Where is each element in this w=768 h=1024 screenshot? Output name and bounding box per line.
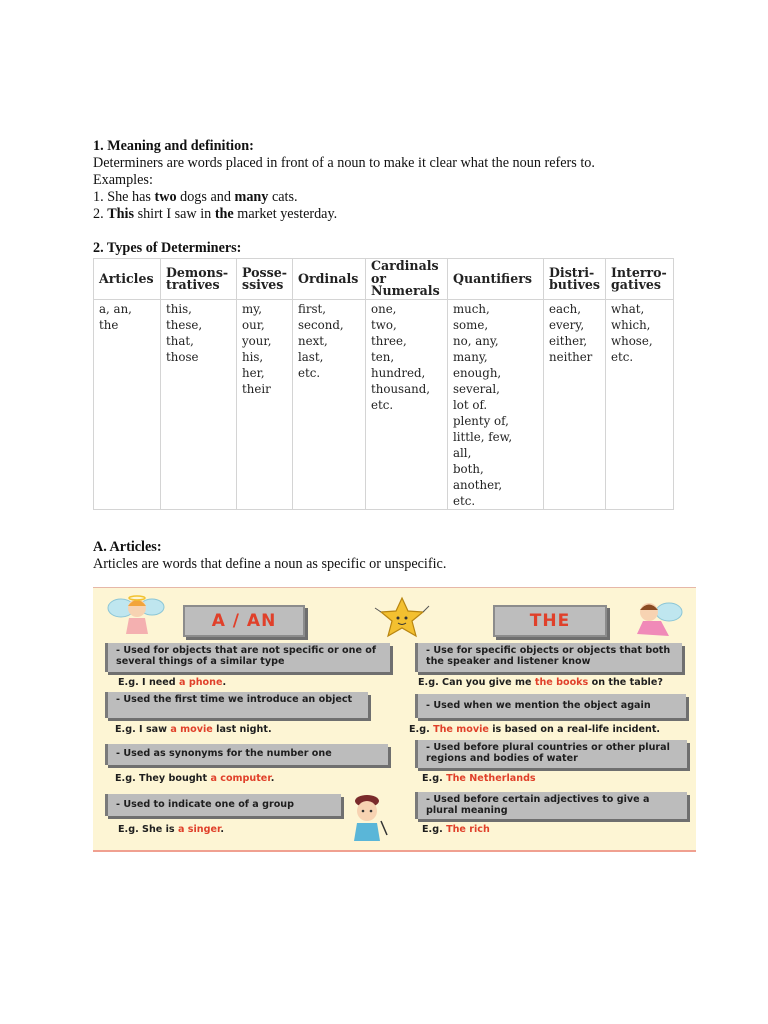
- table-cell: [293, 300, 366, 510]
- cell-item: lot of.: [453, 398, 488, 412]
- cell-item: last,: [298, 350, 324, 364]
- example-2: 2. This shirt I saw in the market yesterday.: [93, 206, 338, 222]
- table-header-cell: [293, 259, 366, 300]
- cell-item: much,: [453, 302, 490, 316]
- example-the-2: E.g. The movie is based on a real-life incident.: [409, 724, 661, 735]
- example-the-1: E.g. Can you give me the books on the table?: [418, 677, 663, 688]
- example-a-an-2: E.g. I saw a movie last night.: [115, 724, 272, 735]
- header-text: butives: [549, 277, 600, 292]
- header-text: Demons-: [166, 264, 229, 280]
- cell-item: three,: [371, 334, 407, 348]
- cell-item: next,: [298, 334, 328, 348]
- table-header-cell: [448, 259, 544, 300]
- header-text: Cardinals: [371, 258, 439, 274]
- definition-text: Determiners are words placed in front of a noun to make it clear what the noun refers to.: [93, 155, 595, 171]
- rule-box-the-1: - Use for specific objects or objects that both the speaker and listener know: [415, 643, 682, 672]
- cell-item: little, few,: [453, 430, 513, 444]
- cell-item: first,: [298, 302, 327, 316]
- table-header-row: [94, 259, 674, 300]
- table-cell: [366, 300, 448, 510]
- cell-item: the: [99, 318, 119, 332]
- cell-item: some,: [453, 318, 489, 332]
- cell-item: their: [242, 382, 271, 396]
- rule-box-a-an-1: - Used for objects that are not specific or one of several things of a similar type: [105, 643, 390, 672]
- section-heading-meaning: 1. Meaning and definition:: [93, 138, 254, 154]
- section-heading-articles: A. Articles:: [93, 539, 162, 555]
- the-title: THE: [493, 605, 607, 637]
- cell-item: ten,: [371, 350, 395, 364]
- rule-box-the-3: - Used before plural countries or other plural regions and bodies of water: [415, 740, 687, 768]
- header-text: or: [371, 270, 387, 286]
- table-header-cell: [237, 259, 293, 300]
- table-cell: [161, 300, 237, 510]
- table-header-cell: [366, 259, 448, 300]
- table-header-cell: [544, 259, 606, 300]
- cell-item: all,: [453, 446, 472, 460]
- table-cell: [448, 300, 544, 510]
- header-text: Distri-: [549, 264, 595, 280]
- cell-item: another,: [453, 478, 503, 492]
- table-header-cell: [161, 259, 237, 300]
- table-cell: [237, 300, 293, 510]
- cell-item: every,: [549, 318, 585, 332]
- cell-item: his,: [242, 350, 264, 364]
- example-a-an-1: E.g. I need a phone.: [118, 677, 227, 688]
- example-the-4: E.g. The rich: [422, 824, 490, 835]
- table-header-cell: [94, 259, 161, 300]
- cell-item: etc.: [611, 350, 634, 364]
- determiners-table: [93, 258, 674, 510]
- star-icon: [373, 594, 431, 642]
- cell-item: my,: [242, 302, 263, 316]
- cell-item: that,: [166, 334, 194, 348]
- header-text: gatives: [611, 277, 661, 292]
- header-text: Interro-: [611, 264, 667, 280]
- cell-item: no, any,: [453, 334, 499, 348]
- example-a-an-4: E.g. She is a singer.: [118, 824, 225, 835]
- rule-box-a-an-2: - Used the first time we introduce an object: [105, 692, 368, 718]
- cell-item: hundred,: [371, 366, 426, 380]
- cell-item: each,: [549, 302, 581, 316]
- cell-item: two,: [371, 318, 397, 332]
- header-text: ssives: [242, 277, 284, 292]
- cell-item: our,: [242, 318, 265, 332]
- articles-definition: Articles are words that define a noun as specific or unspecific.: [93, 556, 447, 572]
- cell-item: either,: [549, 334, 588, 348]
- example-1: 1. She has two dogs and many cats.: [93, 189, 298, 205]
- cell-item: thousand,: [371, 382, 431, 396]
- cell-item: one,: [371, 302, 397, 316]
- section-heading-types: 2. Types of Determiners:: [93, 240, 242, 256]
- cell-item: these,: [166, 318, 203, 332]
- cell-item: a, an,: [99, 302, 132, 316]
- cell-item: etc.: [371, 398, 394, 412]
- angel-right-icon: [625, 598, 685, 640]
- example-a-an-3: E.g. They bought a computer.: [115, 773, 275, 784]
- rule-box-the-2: - Used when we mention the object again: [415, 694, 686, 718]
- cell-item: your,: [242, 334, 272, 348]
- articles-infographic: [93, 587, 696, 852]
- cell-item: plenty of,: [453, 414, 509, 428]
- cell-item: several,: [453, 382, 500, 396]
- example-the-3: E.g. The Netherlands: [422, 773, 536, 784]
- cell-item: second,: [298, 318, 344, 332]
- cell-item: neither: [549, 350, 593, 364]
- cell-item: many,: [453, 350, 488, 364]
- a-an-title: A / AN: [183, 605, 305, 637]
- cell-item: those: [166, 350, 199, 364]
- cell-item: enough,: [453, 366, 502, 380]
- cell-item: both,: [453, 462, 484, 476]
- header-text: Posse-: [242, 264, 287, 280]
- header-text: Numerals: [371, 283, 440, 299]
- cell-item: this,: [166, 302, 192, 316]
- cell-item: etc.: [298, 366, 321, 380]
- header-text: tratives: [166, 277, 220, 292]
- angel-left-icon: [107, 594, 165, 638]
- rule-box-the-4: - Used before certain adjectives to give a plural meaning: [415, 792, 687, 819]
- cell-item: etc.: [453, 494, 476, 508]
- table-cell: [606, 300, 674, 510]
- cell-item: what,: [611, 302, 645, 316]
- rule-box-a-an-3: - Used as synonyms for the number one: [105, 744, 388, 765]
- rule-box-a-an-4: - Used to indicate one of a group: [105, 794, 341, 816]
- cell-item: whose,: [611, 334, 653, 348]
- cell-item: her,: [242, 366, 265, 380]
- header-text: Ordinals: [298, 270, 359, 286]
- table-header-cell: [606, 259, 674, 300]
- table-cell: [94, 300, 161, 510]
- table-row: [94, 300, 674, 510]
- examples-label: Examples:: [93, 172, 153, 188]
- singer-girl-icon: [347, 791, 391, 843]
- table-cell: [544, 300, 606, 510]
- header-text: Quantifiers: [453, 270, 532, 286]
- cell-item: which,: [611, 318, 651, 332]
- header-text: Articles: [99, 270, 154, 286]
